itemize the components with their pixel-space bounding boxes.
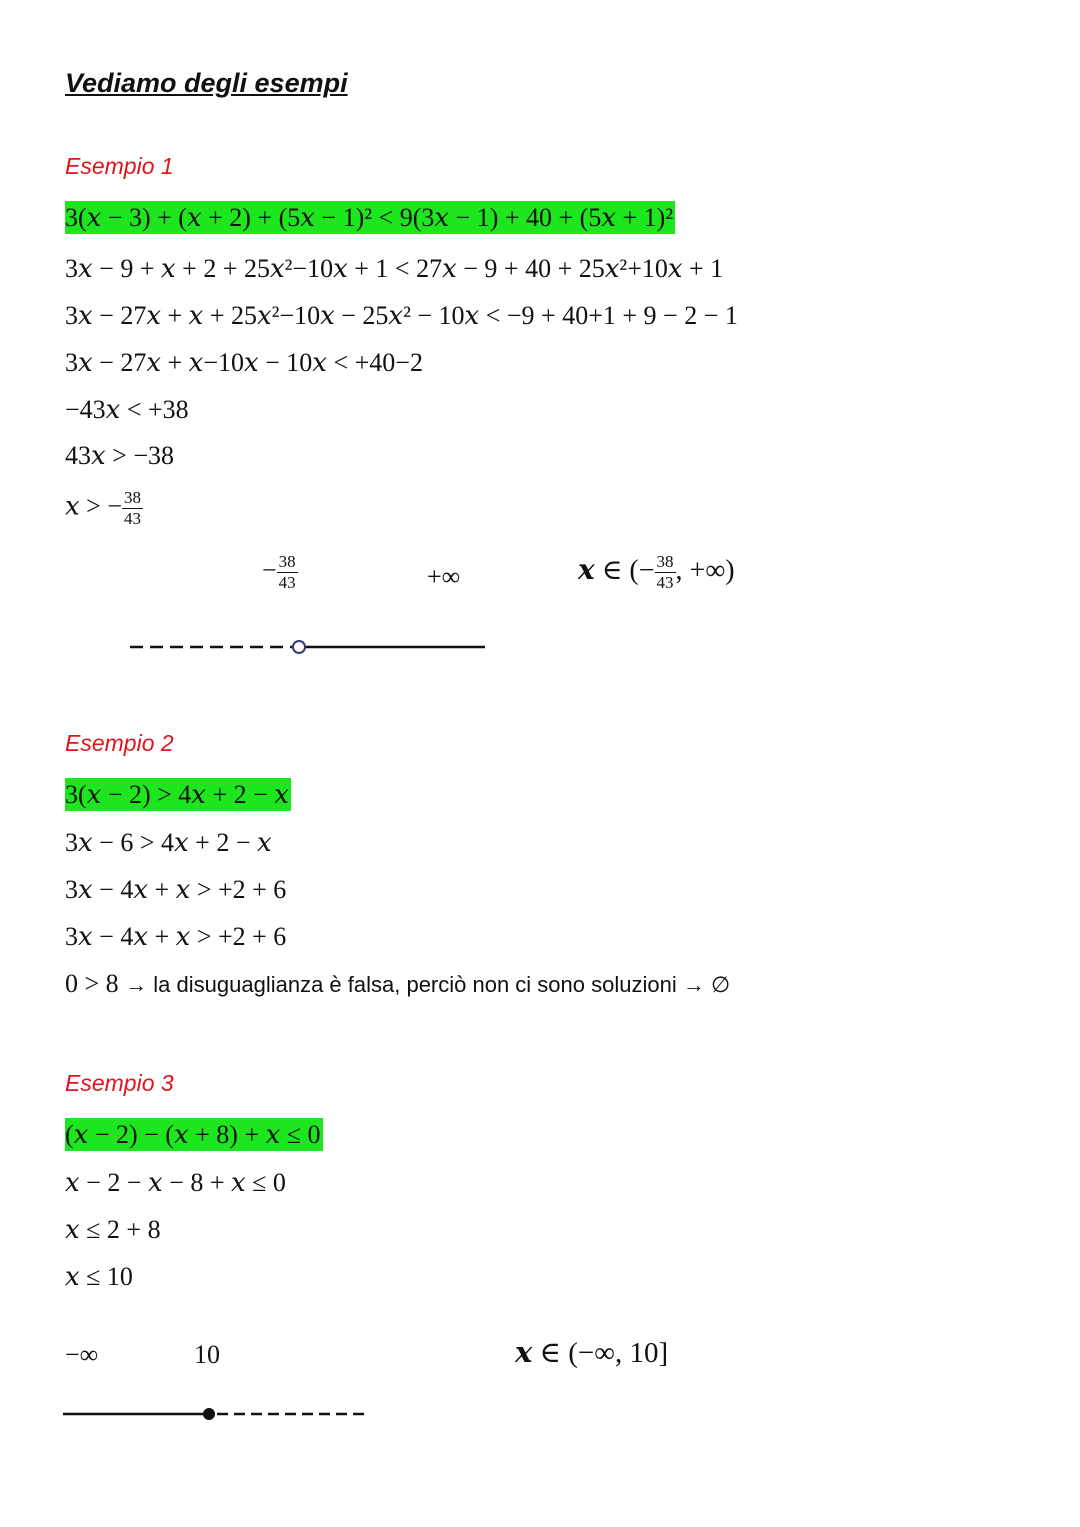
example-2-heading: Esempio 2 bbox=[65, 730, 174, 756]
example-1-solution-numerator: 38 bbox=[656, 552, 674, 571]
example-1-result bbox=[65, 488, 143, 529]
number-line-2-closed-point bbox=[203, 1408, 215, 1420]
example-2-conclusion bbox=[65, 968, 730, 1001]
example-2-conclusion-math: 0 > 8 bbox=[65, 969, 126, 998]
example-1-step-5: 43𝑥 > −38 bbox=[65, 441, 174, 470]
example-1-step-4: −43𝑥 < +38 bbox=[65, 395, 189, 424]
number-line-1-label-bound bbox=[262, 552, 298, 593]
example-1-highlighted-inequality: 3(𝑥 − 3) + (𝑥 + 2) + (5𝑥 − 1)² < 9(3𝑥 − 1) + 40 + (5𝑥 + 1)² bbox=[65, 203, 674, 232]
number-line-1-label-denominator: 43 bbox=[278, 573, 296, 592]
example-1-heading: Esempio 1 bbox=[65, 153, 174, 179]
example-3-step-1: 𝑥 − 2 − 𝑥 − 8 + 𝑥 ≤ 0 bbox=[65, 1168, 286, 1197]
number-line-1-open-point bbox=[293, 641, 305, 653]
example-1-result-denominator: 43 bbox=[124, 509, 141, 528]
example-2-step-2: 3𝑥 − 4𝑥 + 𝑥 > +2 + 6 bbox=[65, 875, 287, 904]
page-title: Vediamo degli esempi bbox=[65, 68, 348, 98]
example-1-solution-variable: 𝒙 bbox=[578, 554, 595, 586]
example-1-solution-prefix: ∈ (− bbox=[594, 554, 655, 586]
example-1-result-fraction bbox=[122, 488, 143, 529]
example-1-solution-set bbox=[578, 552, 735, 593]
number-line-1-label-infinity: +∞ bbox=[427, 562, 461, 591]
number-line-1-label-numerator: 38 bbox=[278, 552, 296, 571]
example-1-solution-suffix: , +∞) bbox=[675, 554, 735, 586]
example-3-solution-rest: ∈ (−∞, 10] bbox=[532, 1337, 669, 1369]
example-2-step-1: 3𝑥 − 6 > 4𝑥 + 2 − 𝑥 bbox=[65, 828, 272, 857]
example-1-result-prefix: 𝑥 > − bbox=[65, 491, 122, 521]
example-3-highlighted-inequality: (𝑥 − 2) − (𝑥 + 8) + 𝑥 ≤ 0 bbox=[65, 1120, 321, 1149]
number-line-2-label-value: 10 bbox=[194, 1340, 220, 1369]
number-line-1-label-fraction bbox=[277, 552, 298, 593]
example-2-highlighted-inequality: 3(𝑥 − 2) > 4𝑥 + 2 − 𝑥 bbox=[65, 780, 289, 809]
example-3-solution-set bbox=[515, 1337, 668, 1369]
example-1-step-2: 3𝑥 − 27𝑥 + 𝑥 + 25𝑥²−10𝑥 − 25𝑥² − 10𝑥 < −9 + 40+1 + 9 − 2 − 1 bbox=[65, 301, 738, 330]
example-2-inequality bbox=[65, 779, 291, 811]
example-2-conclusion-note: → la disuguaglianza è falsa, perciò non ci sono soluzioni → ∅ bbox=[125, 972, 731, 997]
example-1-solution-fraction bbox=[655, 552, 676, 593]
number-line-1 bbox=[120, 632, 500, 662]
example-3-solution-variable: 𝒙 bbox=[515, 1337, 533, 1369]
example-1-result-numerator: 38 bbox=[124, 488, 141, 507]
number-line-2 bbox=[55, 1400, 385, 1430]
example-3-inequality bbox=[65, 1119, 323, 1151]
example-3-heading: Esempio 3 bbox=[65, 1070, 174, 1096]
number-line-1-label-sign: − bbox=[262, 555, 277, 585]
example-1-step-1: 3𝑥 − 9 + 𝑥 + 2 + 25𝑥²−10𝑥 + 1 < 27𝑥 − 9 + 40 + 25𝑥²+10𝑥 + 1 bbox=[65, 254, 724, 283]
example-3-step-3: 𝑥 ≤ 10 bbox=[65, 1262, 133, 1291]
example-3-step-2: 𝑥 ≤ 2 + 8 bbox=[65, 1215, 161, 1244]
example-1-step-3: 3𝑥 − 27𝑥 + 𝑥−10𝑥 − 10𝑥 < +40−2 bbox=[65, 348, 423, 377]
example-1-inequality bbox=[65, 202, 675, 234]
number-line-2-label-infinity: −∞ bbox=[65, 1340, 99, 1369]
example-2-step-3: 3𝑥 − 4𝑥 + 𝑥 > +2 + 6 bbox=[65, 922, 287, 951]
example-1-solution-denominator: 43 bbox=[656, 573, 674, 592]
